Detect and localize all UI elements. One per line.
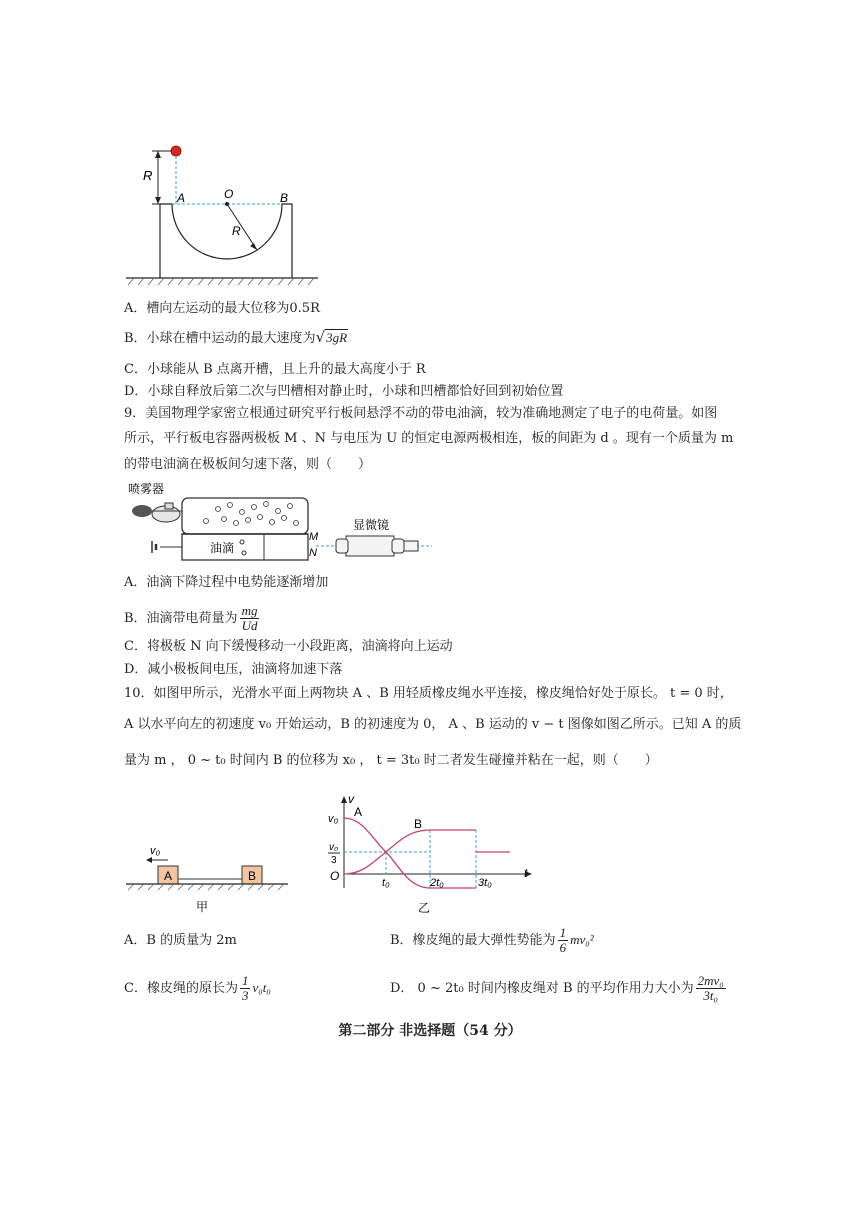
origin-label: O xyxy=(330,869,340,883)
label-a: A xyxy=(177,191,186,205)
block-a-label: A xyxy=(164,869,173,883)
q10-stem-line2: A 以水平向左的初速度 v₀ 开始运动，B 的初速度为 0， A 、B 运动的 v − t 图像如图乙所示。已知 A 的质 xyxy=(124,717,742,732)
q8-option-a: A．槽向左运动的最大位移为0.5R xyxy=(124,301,320,316)
2t0-tick-label: 2t₀ xyxy=(430,877,444,889)
label-n-plate: N xyxy=(309,547,317,559)
curve-a-label: A xyxy=(354,805,363,819)
label-r-height: R xyxy=(143,168,153,183)
q9-option-b-text: B．油滴带电荷量为 xyxy=(124,611,238,626)
frac-numerator: 1 xyxy=(241,973,249,988)
q8-option-c: C．小球能从 B 点离开槽，且上升的最大高度小于 R xyxy=(124,362,426,377)
q9-option-b-fraction xyxy=(240,604,260,633)
label-v0-arrow: v₀ xyxy=(150,845,161,857)
q10-option-c-tail: v₀t₀ xyxy=(252,980,271,995)
label-b: B xyxy=(280,191,289,205)
v0-3-numerator: v₀ xyxy=(329,842,339,853)
label-r-radius: R xyxy=(232,224,241,238)
frac-denominator: 3 xyxy=(241,988,249,1003)
axis-v-label: v xyxy=(348,792,354,806)
v0-3-denominator: 3 xyxy=(331,855,337,866)
q9-option-a: A．油滴下降过程中电势能逐渐增加 xyxy=(124,575,329,590)
q9-option-b xyxy=(124,604,261,633)
section-title: 第二部分 非选择题（54 分） xyxy=(338,1023,522,1039)
q10-stem-line3: 量为 m ， 0 ~ t₀ 时间内 B 的位移为 x₀ ， t = 3t₀ 时二者发生碰撞并粘在一起，则（ ） xyxy=(124,753,658,768)
q8-option-b-radicand: 3gR xyxy=(326,330,348,345)
label-m-plate: M xyxy=(309,531,319,543)
q10-option-c xyxy=(124,974,271,1003)
q10-option-b-text: B．橡皮绳的最大弹性势能为 xyxy=(390,933,556,948)
q10-option-d-fraction xyxy=(696,974,726,1003)
label-sprayer: 喷雾器 xyxy=(128,482,165,496)
q8-option-b: B．小球在槽中运动的最大速度为√3gR xyxy=(124,328,348,346)
v0-tick-label: v₀ xyxy=(328,813,339,825)
ball-icon xyxy=(171,146,181,156)
q10-option-b-tail: mv₀² xyxy=(570,932,594,947)
frac-denominator: Ud xyxy=(241,618,258,633)
frac-numerator: 1 xyxy=(559,925,567,940)
frac-denominator: 3t₀ xyxy=(703,988,719,1003)
q10-option-c-text: C．橡皮绳的原长为 xyxy=(124,981,238,996)
q10-option-d-text: D． 0 ~ 2t₀ 时间内橡皮绳对 B 的平均作用力大小为 xyxy=(390,981,694,996)
q10-option-b-fraction xyxy=(558,926,569,955)
microscope-icon xyxy=(346,536,394,556)
label-microscope: 显微镜 xyxy=(353,518,390,532)
label-oil-drop: 油滴 xyxy=(210,541,235,555)
label-jia: 甲 xyxy=(196,900,209,914)
q10-option-d xyxy=(390,974,728,1003)
blocks-figure xyxy=(120,840,295,915)
t0-tick-label: t₀ xyxy=(382,877,390,889)
millikan-figure xyxy=(120,478,440,568)
vt-graph xyxy=(318,788,538,918)
q8-option-b-text: B．小球在槽中运动的最大速度为 xyxy=(124,331,316,346)
q10-option-a: A．B 的质量为 2m xyxy=(124,933,237,948)
groove-figure xyxy=(120,140,320,290)
q10-option-b xyxy=(390,926,594,955)
axis-t-label: t xyxy=(524,866,528,880)
frac-denominator: 6 xyxy=(559,940,567,955)
q8-option-d: D．小球自释放后第二次与凹槽相对静止时，小球和凹槽都恰好回到初始位置 xyxy=(124,384,564,399)
q9-stem-line3: 的带电油滴在极板间匀速下落，则（ ） xyxy=(124,457,372,472)
curve-b-label: B xyxy=(414,817,423,831)
frac-numerator: mg xyxy=(241,603,258,618)
q10-option-c-fraction xyxy=(240,974,251,1003)
sprayer-bulb-icon xyxy=(132,505,152,517)
q9-option-d: D．减小极板间电压，油滴将加速下落 xyxy=(124,662,343,677)
block-b-label: B xyxy=(248,869,257,883)
label-yi: 乙 xyxy=(418,901,431,915)
3t0-tick-label: 3t₀ xyxy=(478,877,492,889)
q9-stem-line1: 9．美国物理学家密立根通过研究平行板间悬浮不动的带电油滴，较为准确地测定了电子的电荷量。如图 xyxy=(124,406,718,421)
curve-a xyxy=(344,818,476,888)
q10-stem-line1: 10．如图甲所示，光滑水平面上两物块 A 、B 用轻质橡皮绳水平连接，橡皮绳恰好处于原长。 t = 0 时， xyxy=(124,686,733,701)
label-o: O xyxy=(224,187,234,201)
q9-option-c: C．将极板 N 向下缓慢移动一小段距离，油滴将向上运动 xyxy=(124,639,453,654)
q9-stem-line2: 所示，平行板电容器两极板 M 、N 与电压为 U 的恒定电源两极相连，板的间距为 d 。现有一个质量为 m xyxy=(124,431,734,446)
frac-numerator: 2mv₀ xyxy=(697,973,724,988)
